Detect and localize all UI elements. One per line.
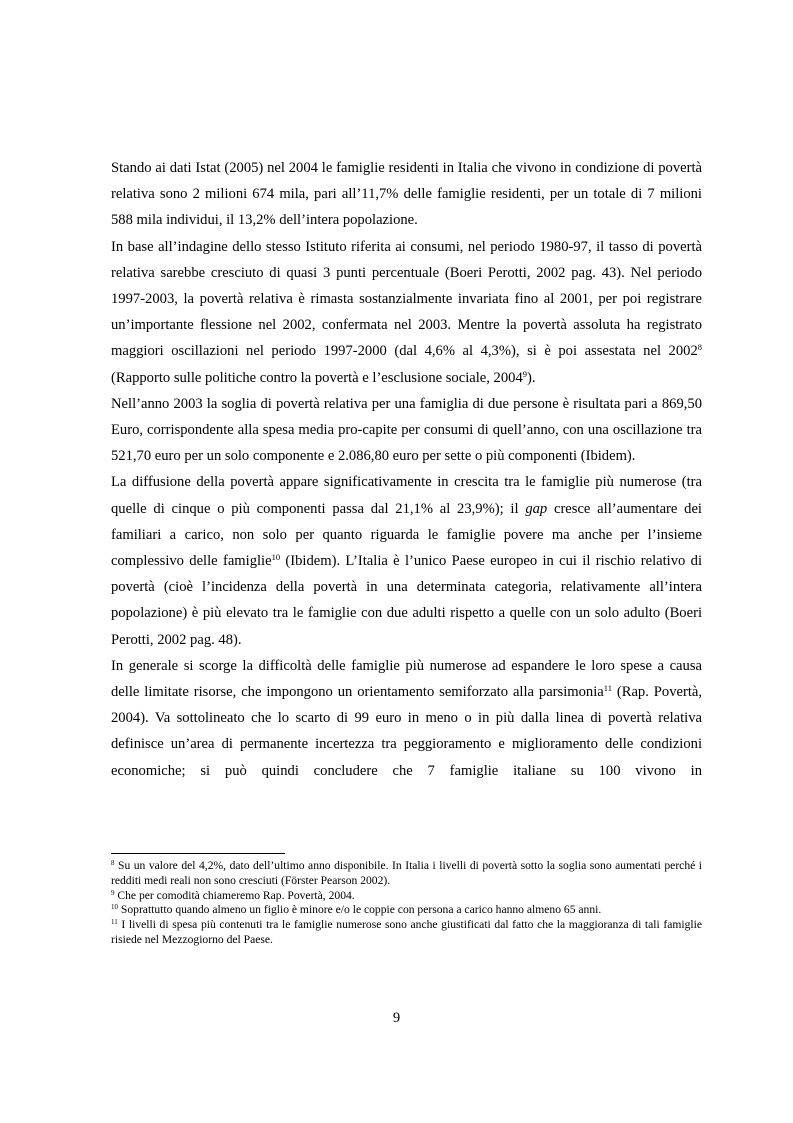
text-run: cresce all’aumentare dei familiari a carico, non solo per quanto riguarda le famiglie povere ma anche per l’insieme complessivo delle famiglie [111, 500, 702, 570]
paragraph [111, 155, 702, 234]
footnote-reference: 8 [697, 342, 702, 353]
text-run: ). [527, 369, 536, 386]
text-run: In generale si scorge la difficoltà delle famiglie più numerose ad espandere le loro spese a causa delle limitate risorse, che impongono un orientamento semiforzato alla parsimonia [111, 657, 702, 701]
paragraph [111, 469, 702, 652]
text-run: In base all’indagine dello stesso Istituto riferita ai consumi, nel periodo 1980-97, il tasso di povertà relativa sarebbe cresciuto di quasi 3 punti percentuale (Boeri Perotti, 2002 pag. 43). Nel periodo 1997-2003, la povertà relativa è rimasta sostanzialmente invariata fino al 2001, per poi registrare un’importante flessione nel 2002, confermata nel 2003. Mentre la povertà assoluta ha registrato maggiori oscillazioni nel periodo 1997-2000 (dal 4,6% al 4,3%), si è poi assestata nel 2002 [111, 238, 702, 360]
footnote-reference: 11 [603, 683, 612, 694]
footnote-text: Su un valore del 4,2%, dato dell’ultimo anno disponibile. In Italia i livelli di povertà sotto la soglia sono aumentati perché i redditi medi reali non sono cresciuti (Förster Pearson 2002). [111, 859, 702, 887]
italic-term: gap [525, 500, 548, 517]
paragraph [111, 391, 702, 470]
footnote-reference: 10 [271, 552, 281, 563]
footnote-number: 8 [111, 859, 115, 867]
text-run: Nell’anno 2003 la soglia di povertà relativa per una famiglia di due persone è risultata pari a 869,50 Euro, corrispondente alla spesa media pro-capite per consumi di quell’anno, con una oscillazione tra 521,70 euro per un solo componente e 2.086,80 euro per sette o più componenti (Ibidem). [111, 395, 702, 465]
footnote-text: Soprattutto quando almeno un figlio è minore e/o le coppie con persona a carico hanno almeno 65 anni. [118, 903, 602, 917]
footnote [111, 918, 702, 948]
body-text [111, 155, 702, 784]
footnote [111, 889, 702, 904]
text-run: Stando ai dati Istat (2005) nel 2004 le famiglie residenti in Italia che vivono in condizione di povertà relativa sono 2 milioni 674 mila, pari all’11,7% delle famiglie residenti, per un totale di 7 milioni 588 mila individui, il 13,2% dell’intera popolazione. [111, 160, 702, 229]
text-run: (Rapporto sulle politiche contro la povertà e l’esclusione sociale, 2004 [111, 369, 523, 386]
page-number: 9 [392, 1010, 401, 1026]
text-run: (Rap. Povertà, 2004). Va sottolineato che lo scarto di 99 euro in meno o in più dalla linea di povertà relativa definisce un’area di permanente incertezza tra peggioramento e miglioramento delle condizioni economiche; si può quindi concludere che 7 famiglie italiane su 100 vivono in [111, 684, 703, 779]
footnote-text: Che per comodità chiameremo Rap. Povertà, 2004. [114, 888, 355, 902]
footnote-number: 9 [111, 888, 115, 897]
text-run: (Ibidem). L’Italia è l’unico Paese europeo in cui il rischio relativo di povertà (cioè l’incidenza della povertà in una determinata categoria, relativamente all’intera popolazione) è più elevato tra le famiglie con due adulti rispetto a quelle con un solo adulto (Boeri Perotti, 2002 pag. 48). [111, 553, 702, 648]
footnote-number: 11 [111, 918, 118, 927]
footnote-number: 10 [111, 903, 118, 912]
paragraph [111, 234, 702, 391]
footnote-separator [111, 853, 285, 854]
footnote [111, 859, 702, 889]
paragraph [111, 653, 702, 784]
text-run: La diffusione della povertà appare significativamente in crescita tra le famiglie più numerose (tra quelle di cinque o più componenti passa dal 21,1% al 23,9%); il [111, 474, 702, 517]
footnote-text: I livelli di spesa più contenuti tra le famiglie numerose sono anche giustificati dal fatto che la maggioranza di tali famiglie risiede nel Mezzogiorno del Paese. [111, 918, 702, 946]
footnote-reference: 9 [522, 368, 527, 379]
footnotes [111, 859, 702, 948]
footnote [111, 903, 702, 918]
